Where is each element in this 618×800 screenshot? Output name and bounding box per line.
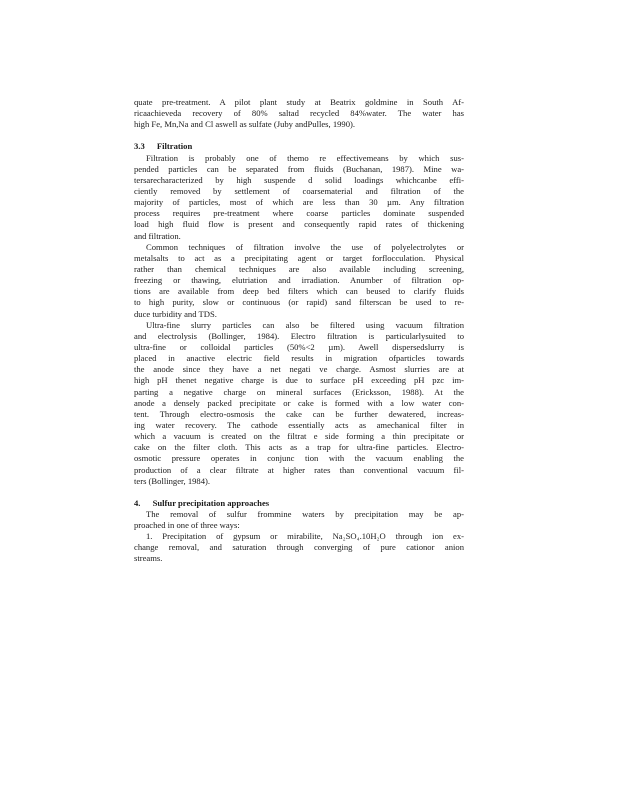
section-number: 3.3	[134, 141, 145, 152]
section-heading-filtration	[134, 141, 464, 152]
text-line: Common techniques of filtration involve the use of polyelectrolytes or	[146, 241, 464, 252]
text-line: and filtration.	[134, 230, 181, 241]
spacer	[134, 130, 464, 141]
text-line: cake on the filter cloth. This acts as a trap for ultra-fine particles. Electro-	[134, 442, 464, 453]
spacer	[134, 487, 464, 498]
text-line: placed in anactive electric field results in migration ofparticles towards	[134, 353, 464, 364]
paragraph-common-techniques	[134, 242, 464, 320]
paragraph-top	[134, 97, 464, 130]
text-line: high Fe, Mn,Na and Cl aswell as sulfate (Juby andPulles, 1990).	[134, 119, 356, 130]
text-line: ing water recovery. The cathode essentially acts as amechanical filter in	[134, 419, 464, 430]
text-line: which a vacuum is created on the filtrat e side forming a thin precipitate or	[134, 431, 464, 442]
text-line: majority of particles, most of which are less than 30 µm. Any filtration	[134, 197, 464, 208]
text-line: anode a densely packed precipitate or cake is formed with a low water con-	[134, 397, 464, 408]
section-title: Filtration	[156, 141, 193, 152]
text-line: the anode since they have a net negati ve charge. Asmost slurries are at	[134, 364, 464, 375]
section-title: Sulfur precipitation approaches	[152, 497, 270, 508]
section-number: 4.	[134, 497, 141, 508]
text-line: Filtration is probably one of themo re effectivemeans by which sus-	[146, 152, 464, 163]
paragraph-ultra-fine	[134, 320, 464, 487]
text-line: 1. Precipitation of gypsum or mirabilite, Na₂SO₄.10H₂O through ion ex-	[146, 531, 464, 542]
text-line: ricaachieveda recovery of 80% saltad recycled 84%water. The water has	[134, 108, 464, 119]
paragraph-filtration	[134, 153, 464, 242]
text-line: and electrolysis (Bollinger, 1984). Electro filtration is particularlysuited to	[134, 330, 464, 341]
text-line: high pH thenet negative charge is due to surface pH exceeding pH pzc im-	[134, 375, 464, 386]
section-heading-sulfur	[134, 498, 464, 509]
text-line: proached in one of three ways:	[134, 520, 240, 531]
text-line: ters (Bollinger, 1984).	[134, 475, 211, 486]
text-line: tent. Through electro-osmosis the cake can be further dewatered, increas-	[134, 408, 464, 419]
text-line: change removal, and saturation through converging of pure cationor anion	[134, 542, 464, 553]
text-line: ultra-fine or colloidal particles (50%<2 µm). Awell dispersedslurry is	[134, 341, 464, 352]
numbered-list	[134, 531, 464, 564]
text-line: parting a negative charge on mineral surfaces (Ericksson, 1988). At the	[134, 386, 464, 397]
text-line: rather than chemical techniques are also available including screening,	[134, 263, 464, 274]
text-line: Ultra-fine slurry particles can also be filtered using vacuum filtration	[146, 319, 464, 330]
text-line: pended particles can be separated from fluids (Buchanan, 1987). Mine wa-	[134, 163, 464, 174]
text-line: metalsalts to act as a precipitating agent or target forflocculation. Physical	[134, 252, 464, 263]
list-item	[134, 531, 464, 564]
text-line: streams.	[134, 553, 163, 564]
text-line: ciently removed by settlement of coarsematerial and filtration of the	[134, 185, 464, 196]
text-line: process requires pre-treatment where coarse particles dominate suspended	[134, 208, 464, 219]
text-line: duce turbidity and TDS.	[134, 308, 217, 319]
text-column	[134, 97, 464, 565]
paragraph-sulfur	[134, 509, 464, 531]
text-line: tions are available from deep bed filters which can beused to clarify fluids	[134, 286, 464, 297]
text-line: osmotic pressure operates in conjunc tion with the vacuum enabling the	[134, 453, 464, 464]
text-line: The removal of sulfur frommine waters by precipitation may be ap-	[146, 508, 464, 519]
text-line: tersarecharacterized by high suspende d solid loadings whichcanbe effi-	[134, 174, 464, 185]
text-line: load high fluid flow is present and consequently rapid rates of thickening	[134, 219, 464, 230]
text-line: production of a clear filtrate at higher rates than conventional vacuum fil-	[134, 464, 464, 475]
text-line: to high purity, slow or continuous (or rapid) sand filterscan be used to re-	[134, 297, 464, 308]
text-line: freezing or thawing, elutriation and irradiation. Anumber of filtration op-	[134, 275, 464, 286]
text-line: quate pre-treatment. A pilot plant study at Beatrix goldmine in South Af-	[134, 97, 464, 107]
